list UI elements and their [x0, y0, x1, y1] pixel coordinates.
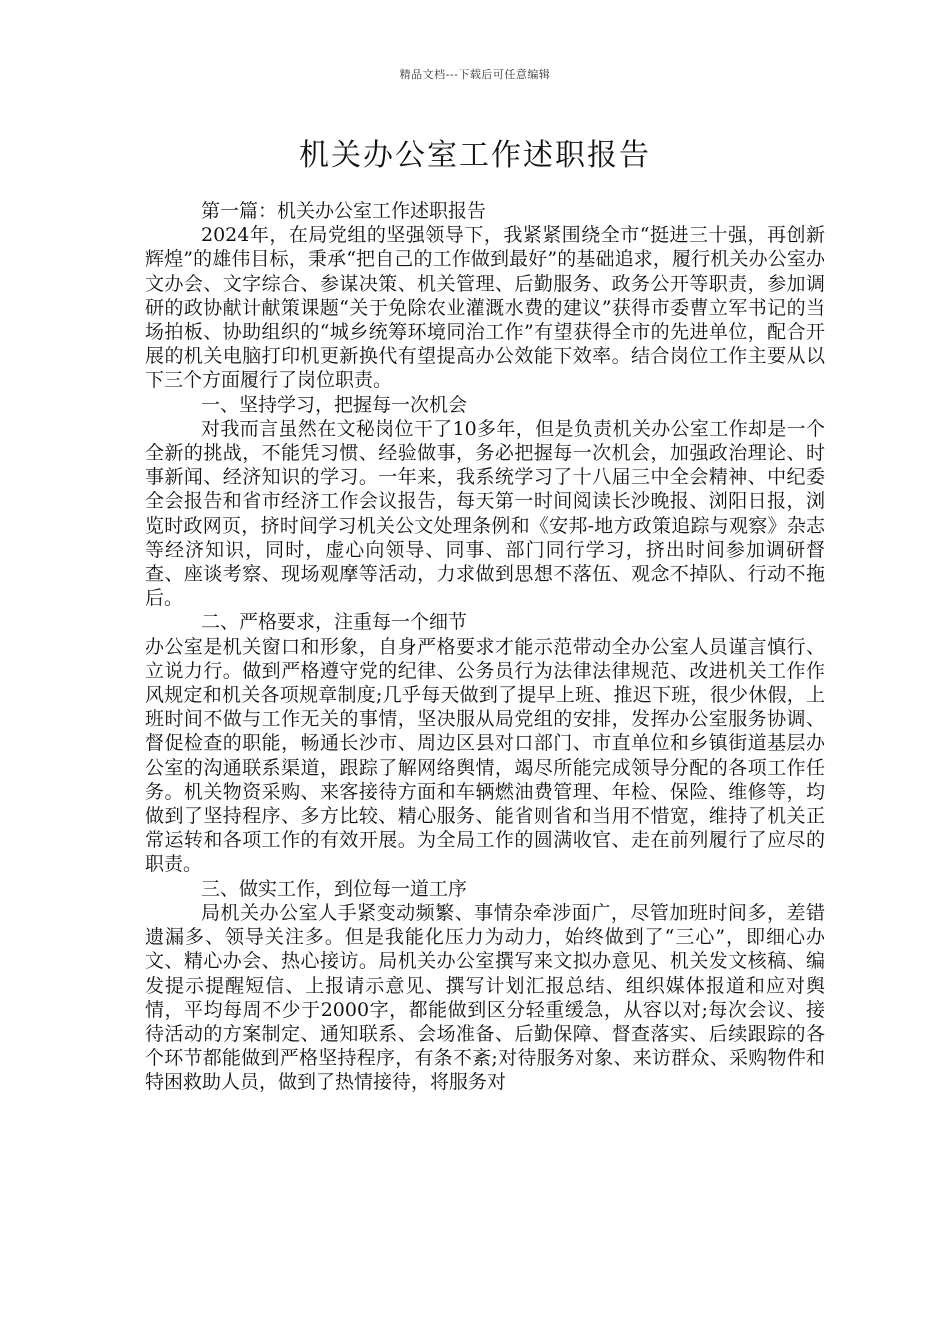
section-heading: 三、做实工作，到位每一道工序 — [201, 877, 468, 900]
body-paragraph: 对我而言虽然在文秘岗位干了10多年，但是负责机关办公室工作却是一个全新的挑战，不能凭习惯、经验做事，务必把握每一次机会，加强政治理论、时事新闻、经济知识的学习。一年来，我系统学习了十八届三中全会精神、中纪委全会报告和省市经济工作会议报告，每天第一时间阅读长沙晚报、浏阳日报，浏览时政网页，挤时间学习机关公文处理条例和《安邦-地方政策追踪与观察》杂志等经济知识，同时，虚心向领导、同事、部门同行学习，挤出时间参加调研督查、座谈考察、现场观摩等活动，力求做到思想不落伍、观念不掉队、行动不拖后。 — [145, 417, 825, 610]
body-paragraph: 办公室是机关窗口和形象，自身严格要求才能示范带动全办公室人员谨言慎行、立说力行。做到严格遵守党的纪律、公务员行为法律法律规范、改进机关工作作风规定和机关各项规章制度;几乎每天做到了提早上班、推迟下班，很少休假，上班时间不做与工作无关的事情，坚决服从局党组的安排，发挥办公室服务协调、督促检查的职能，畅通长沙市、周边区县对口部门、市直单位和乡镇街道基层办公室的沟通联系渠道，跟踪了解网络舆情，竭尽所能完成领导分配的各项工作任务。机关物资采购、来客接待方面和车辆燃油费管理、年检、保险、维修等，均做到了坚持程序、多方比较、精心服务、能省则省和当用不惜宽，维持了机关正常运转和各项工作的有效开展。为全局工作的圆满收官、走在前列履行了应尽的职责。 — [145, 635, 825, 876]
body-paragraph: 2024年，在局党组的坚强领导下，我紧紧围绕全市“挺进三十强，再创新辉煌”的雄伟目标，秉承“把自己的工作做到最好”的基础追求，履行机关办公室办文办会、文字综合、参谋决策、机关管理、后勤服务、政务公开等职责，参加调研的政协献计献策课题“关于免除农业灌溉水费的建议”获得市委曹立军书记的当场拍板、协助组织的“城乡统筹环境同治工作”有望获得全市的先进单位，配合开展的机关电脑打印机更新换代有望提高办公效能下效率。结合岗位工作主要从以下三个方面履行了岗位职责。 — [145, 224, 825, 392]
section-heading: 二、严格要求，注重每一个细节 — [201, 611, 468, 634]
document-title: 机关办公室工作述职报告 — [299, 138, 651, 173]
section-heading-first: 第一篇：机关办公室工作述职报告 — [201, 200, 487, 222]
document-body — [145, 199, 825, 1095]
header-note: 精品文档---下载后可任意编辑 — [399, 68, 551, 81]
section-heading: 一、坚持学习，把握每一次机会 — [201, 393, 468, 416]
body-paragraph: 局机关办公室人手紧变动频繁、事情杂牵涉面广，尽管加班时间多，差错遗漏多、领导关注多。但是我能化压力为动力，始终做到了“三心”，即细心办文、精心办会、热心接访。局机关办公室撰写来文拟办意见、机关发文核稿、编发提示提醒短信、上报请示意见、撰写计划汇报总结、组织媒体报道和应对舆情，平均每周不少于2000字，都能做到区分轻重缓急，从容以对;每次会议、接待活动的方案制定、通知联系、会场准备、后勤保障、督查落实、后续跟踪的各个环节都能做到严格坚持程序，有条不紊;对待服务对象、来访群众、采购物件和特困救助人员，做到了热情接待，将服务对 — [145, 901, 825, 1094]
